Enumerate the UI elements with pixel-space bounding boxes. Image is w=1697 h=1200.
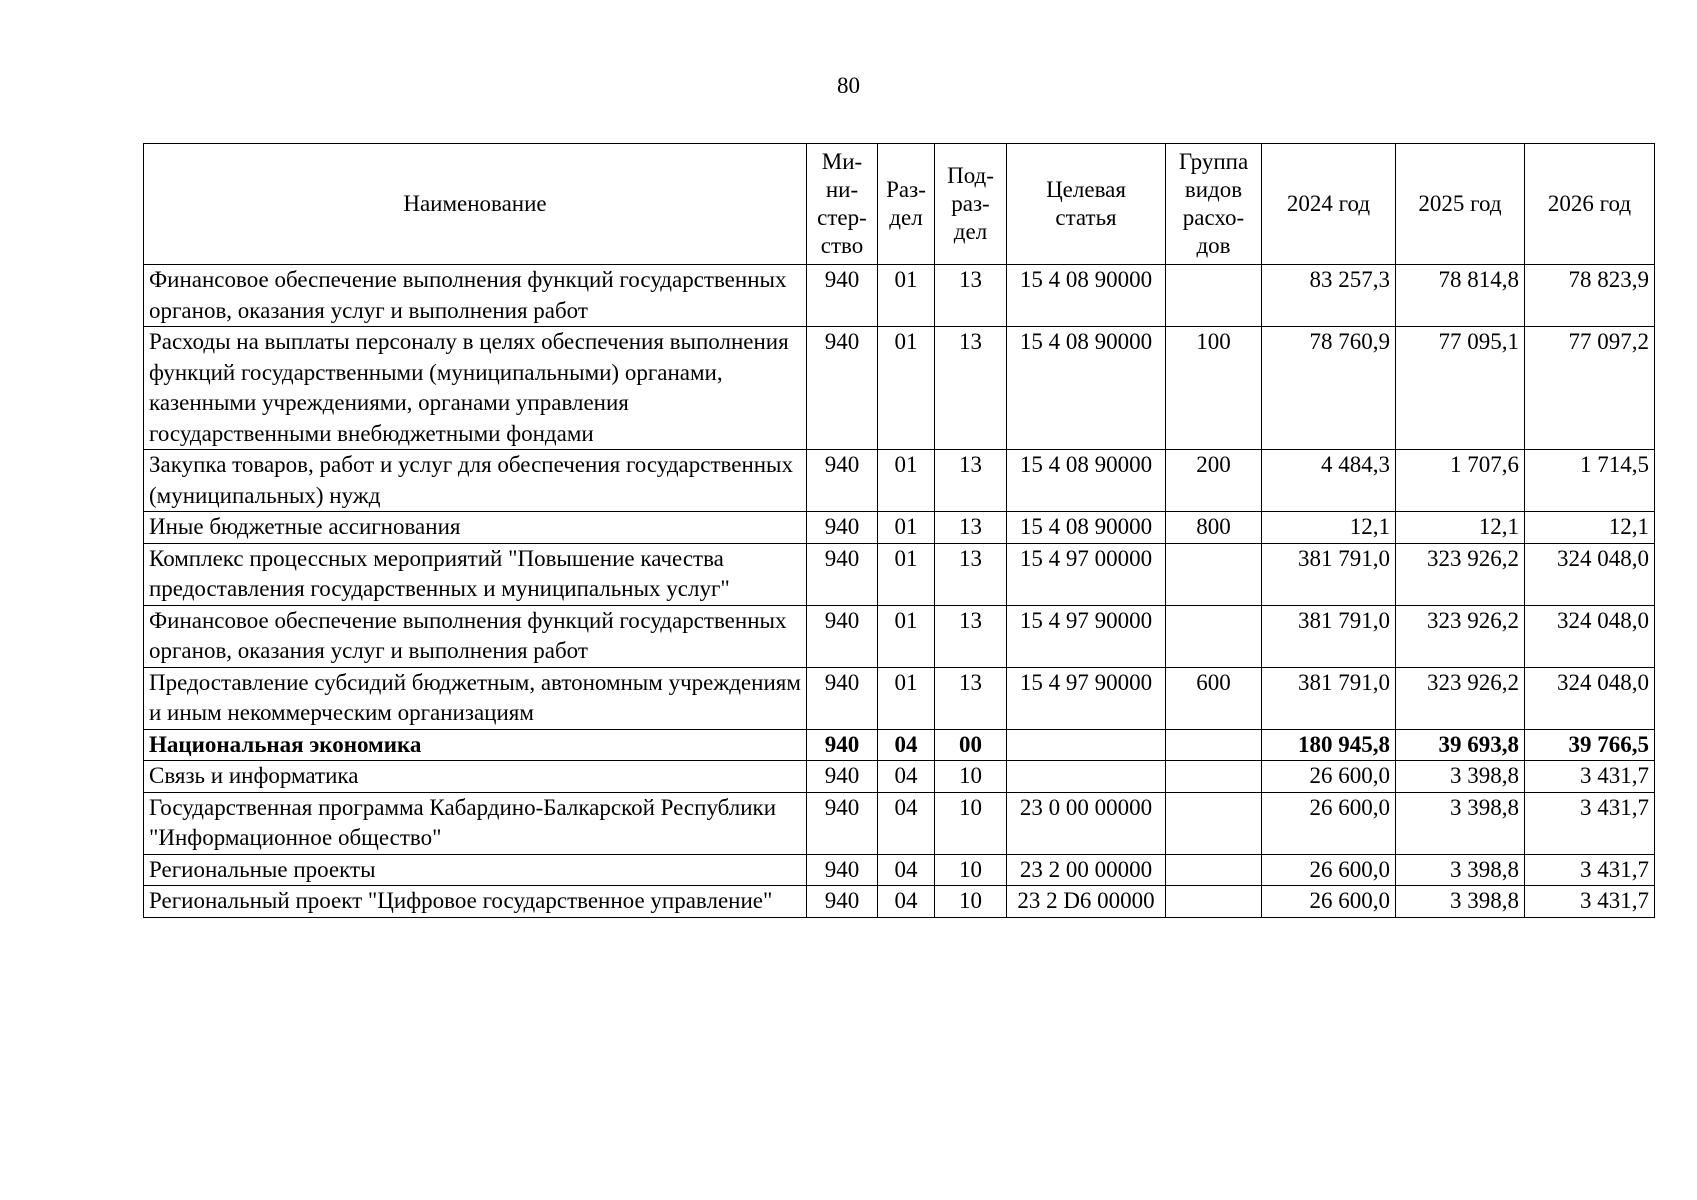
- cell-section: 04: [878, 761, 935, 793]
- cell-y2026: 1 714,5: [1525, 450, 1655, 512]
- cell-section: 01: [878, 265, 935, 327]
- header-subsection: Под- раз- дел: [935, 144, 1007, 265]
- table-row: [144, 605, 1655, 667]
- cell-target: 15 4 97 00000: [1007, 543, 1166, 605]
- cell-group: 800: [1166, 512, 1262, 544]
- cell-y2024: 4 484,3: [1262, 450, 1396, 512]
- cell-subsection: 13: [935, 605, 1007, 667]
- cell-subsection: 10: [935, 886, 1007, 918]
- cell-name: Расходы на выплаты персоналу в целях обеспечения выполнения функций государственными (муниципальными) органами, казенными учреждениями, органами управления государственными внебюджетными фондами: [144, 327, 807, 450]
- cell-y2026: 77 097,2: [1525, 327, 1655, 450]
- cell-y2025: 323 926,2: [1396, 667, 1525, 729]
- cell-name: Региональные проекты: [144, 854, 807, 886]
- table-row: [144, 512, 1655, 544]
- cell-name: Закупка товаров, работ и услуг для обеспечения государственных (муниципальных) нужд: [144, 450, 807, 512]
- header-2026: 2026 год: [1525, 144, 1655, 265]
- table-row: [144, 729, 1655, 761]
- cell-group: 100: [1166, 327, 1262, 450]
- cell-target: 15 4 97 90000: [1007, 667, 1166, 729]
- cell-ministry: 940: [807, 605, 878, 667]
- cell-subsection: 13: [935, 543, 1007, 605]
- cell-ministry: 940: [807, 854, 878, 886]
- cell-group: 600: [1166, 667, 1262, 729]
- header-ministry: Ми- ни- стер- ство: [807, 144, 878, 265]
- table-row: [144, 886, 1655, 918]
- cell-group: [1166, 854, 1262, 886]
- cell-y2025: 3 398,8: [1396, 886, 1525, 918]
- cell-group: [1166, 761, 1262, 793]
- cell-ministry: 940: [807, 265, 878, 327]
- cell-ministry: 940: [807, 512, 878, 544]
- cell-y2025: 3 398,8: [1396, 792, 1525, 854]
- cell-y2024: 381 791,0: [1262, 667, 1396, 729]
- cell-y2026: 12,1: [1525, 512, 1655, 544]
- cell-y2025: 3 398,8: [1396, 854, 1525, 886]
- cell-subsection: 13: [935, 512, 1007, 544]
- table-row: [144, 543, 1655, 605]
- cell-group: 200: [1166, 450, 1262, 512]
- cell-target: 15 4 08 90000: [1007, 265, 1166, 327]
- cell-y2025: 39 693,8: [1396, 729, 1525, 761]
- cell-ministry: 940: [807, 543, 878, 605]
- cell-subsection: 13: [935, 265, 1007, 327]
- cell-y2024: 180 945,8: [1262, 729, 1396, 761]
- cell-group: [1166, 886, 1262, 918]
- cell-y2024: 12,1: [1262, 512, 1396, 544]
- table-header-row: [144, 144, 1655, 265]
- cell-y2024: 26 600,0: [1262, 761, 1396, 793]
- cell-section: 01: [878, 667, 935, 729]
- cell-y2024: 83 257,3: [1262, 265, 1396, 327]
- cell-group: [1166, 605, 1262, 667]
- page-number: 80: [837, 73, 860, 98]
- cell-y2024: 381 791,0: [1262, 543, 1396, 605]
- cell-y2026: 324 048,0: [1525, 543, 1655, 605]
- table-row: [144, 667, 1655, 729]
- budget-table: [143, 143, 1655, 918]
- cell-subsection: 00: [935, 729, 1007, 761]
- cell-y2025: 78 814,8: [1396, 265, 1525, 327]
- header-2025: 2025 год: [1396, 144, 1525, 265]
- table-body: [144, 265, 1655, 918]
- cell-y2026: 3 431,7: [1525, 854, 1655, 886]
- cell-ministry: 940: [807, 886, 878, 918]
- cell-subsection: 13: [935, 450, 1007, 512]
- cell-y2025: 1 707,6: [1396, 450, 1525, 512]
- cell-y2024: 381 791,0: [1262, 605, 1396, 667]
- cell-subsection: 13: [935, 327, 1007, 450]
- cell-name: Финансовое обеспечение выполнения функций государственных органов, оказания услуг и выполнения работ: [144, 265, 807, 327]
- header-name: Наименование: [144, 144, 807, 265]
- cell-ministry: 940: [807, 667, 878, 729]
- table-row: [144, 792, 1655, 854]
- cell-y2025: 3 398,8: [1396, 761, 1525, 793]
- cell-target: 15 4 08 90000: [1007, 450, 1166, 512]
- cell-target: 15 4 08 90000: [1007, 327, 1166, 450]
- table-row: [144, 265, 1655, 327]
- cell-group: [1166, 792, 1262, 854]
- cell-y2024: 78 760,9: [1262, 327, 1396, 450]
- cell-target: 15 4 97 90000: [1007, 605, 1166, 667]
- cell-name: Финансовое обеспечение выполнения функций государственных органов, оказания услуг и выполнения работ: [144, 605, 807, 667]
- cell-section: 04: [878, 729, 935, 761]
- header-2024: 2024 год: [1262, 144, 1396, 265]
- cell-y2025: 12,1: [1396, 512, 1525, 544]
- cell-section: 01: [878, 543, 935, 605]
- cell-name: Комплекс процессных мероприятий "Повышение качества предоставления государственных и муниципальных услуг": [144, 543, 807, 605]
- cell-y2026: 78 823,9: [1525, 265, 1655, 327]
- cell-target: 23 2 D6 00000: [1007, 886, 1166, 918]
- cell-y2025: 323 926,2: [1396, 543, 1525, 605]
- cell-target: 23 0 00 00000: [1007, 792, 1166, 854]
- cell-section: 04: [878, 854, 935, 886]
- cell-name: Государственная программа Кабардино-Балкарской Республики "Информационное общество": [144, 792, 807, 854]
- cell-name: Национальная экономика: [144, 729, 807, 761]
- cell-group: [1166, 265, 1262, 327]
- cell-ministry: 940: [807, 450, 878, 512]
- table-row: [144, 450, 1655, 512]
- cell-ministry: 940: [807, 327, 878, 450]
- table-row: [144, 327, 1655, 450]
- cell-y2024: 26 600,0: [1262, 854, 1396, 886]
- cell-subsection: 10: [935, 761, 1007, 793]
- cell-target: [1007, 761, 1166, 793]
- cell-target: 23 2 00 00000: [1007, 854, 1166, 886]
- cell-section: 04: [878, 792, 935, 854]
- cell-subsection: 13: [935, 667, 1007, 729]
- header-target: Целевая статья: [1007, 144, 1166, 265]
- cell-ministry: 940: [807, 792, 878, 854]
- cell-y2026: 324 048,0: [1525, 605, 1655, 667]
- cell-name: Предоставление субсидий бюджетным, автономным учреждениям и иным некоммерческим организациям: [144, 667, 807, 729]
- cell-y2025: 323 926,2: [1396, 605, 1525, 667]
- cell-section: 04: [878, 886, 935, 918]
- cell-target: [1007, 729, 1166, 761]
- cell-y2026: 3 431,7: [1525, 792, 1655, 854]
- cell-ministry: 940: [807, 729, 878, 761]
- cell-group: [1166, 543, 1262, 605]
- cell-section: 01: [878, 605, 935, 667]
- cell-y2024: 26 600,0: [1262, 886, 1396, 918]
- cell-y2026: 3 431,7: [1525, 886, 1655, 918]
- cell-subsection: 10: [935, 792, 1007, 854]
- header-section: Раз- дел: [878, 144, 935, 265]
- cell-y2026: 3 431,7: [1525, 761, 1655, 793]
- table-row: [144, 854, 1655, 886]
- cell-section: 01: [878, 450, 935, 512]
- cell-name: Связь и информатика: [144, 761, 807, 793]
- cell-subsection: 10: [935, 854, 1007, 886]
- cell-group: [1166, 729, 1262, 761]
- cell-section: 01: [878, 512, 935, 544]
- cell-target: 15 4 08 90000: [1007, 512, 1166, 544]
- cell-y2026: 324 048,0: [1525, 667, 1655, 729]
- cell-name: Иные бюджетные ассигнования: [144, 512, 807, 544]
- cell-section: 01: [878, 327, 935, 450]
- cell-name: Региональный проект "Цифровое государственное управление": [144, 886, 807, 918]
- cell-y2026: 39 766,5: [1525, 729, 1655, 761]
- cell-y2024: 26 600,0: [1262, 792, 1396, 854]
- table-row: [144, 761, 1655, 793]
- cell-y2025: 77 095,1: [1396, 327, 1525, 450]
- cell-ministry: 940: [807, 761, 878, 793]
- header-group: Группа видов расхо- дов: [1166, 144, 1262, 265]
